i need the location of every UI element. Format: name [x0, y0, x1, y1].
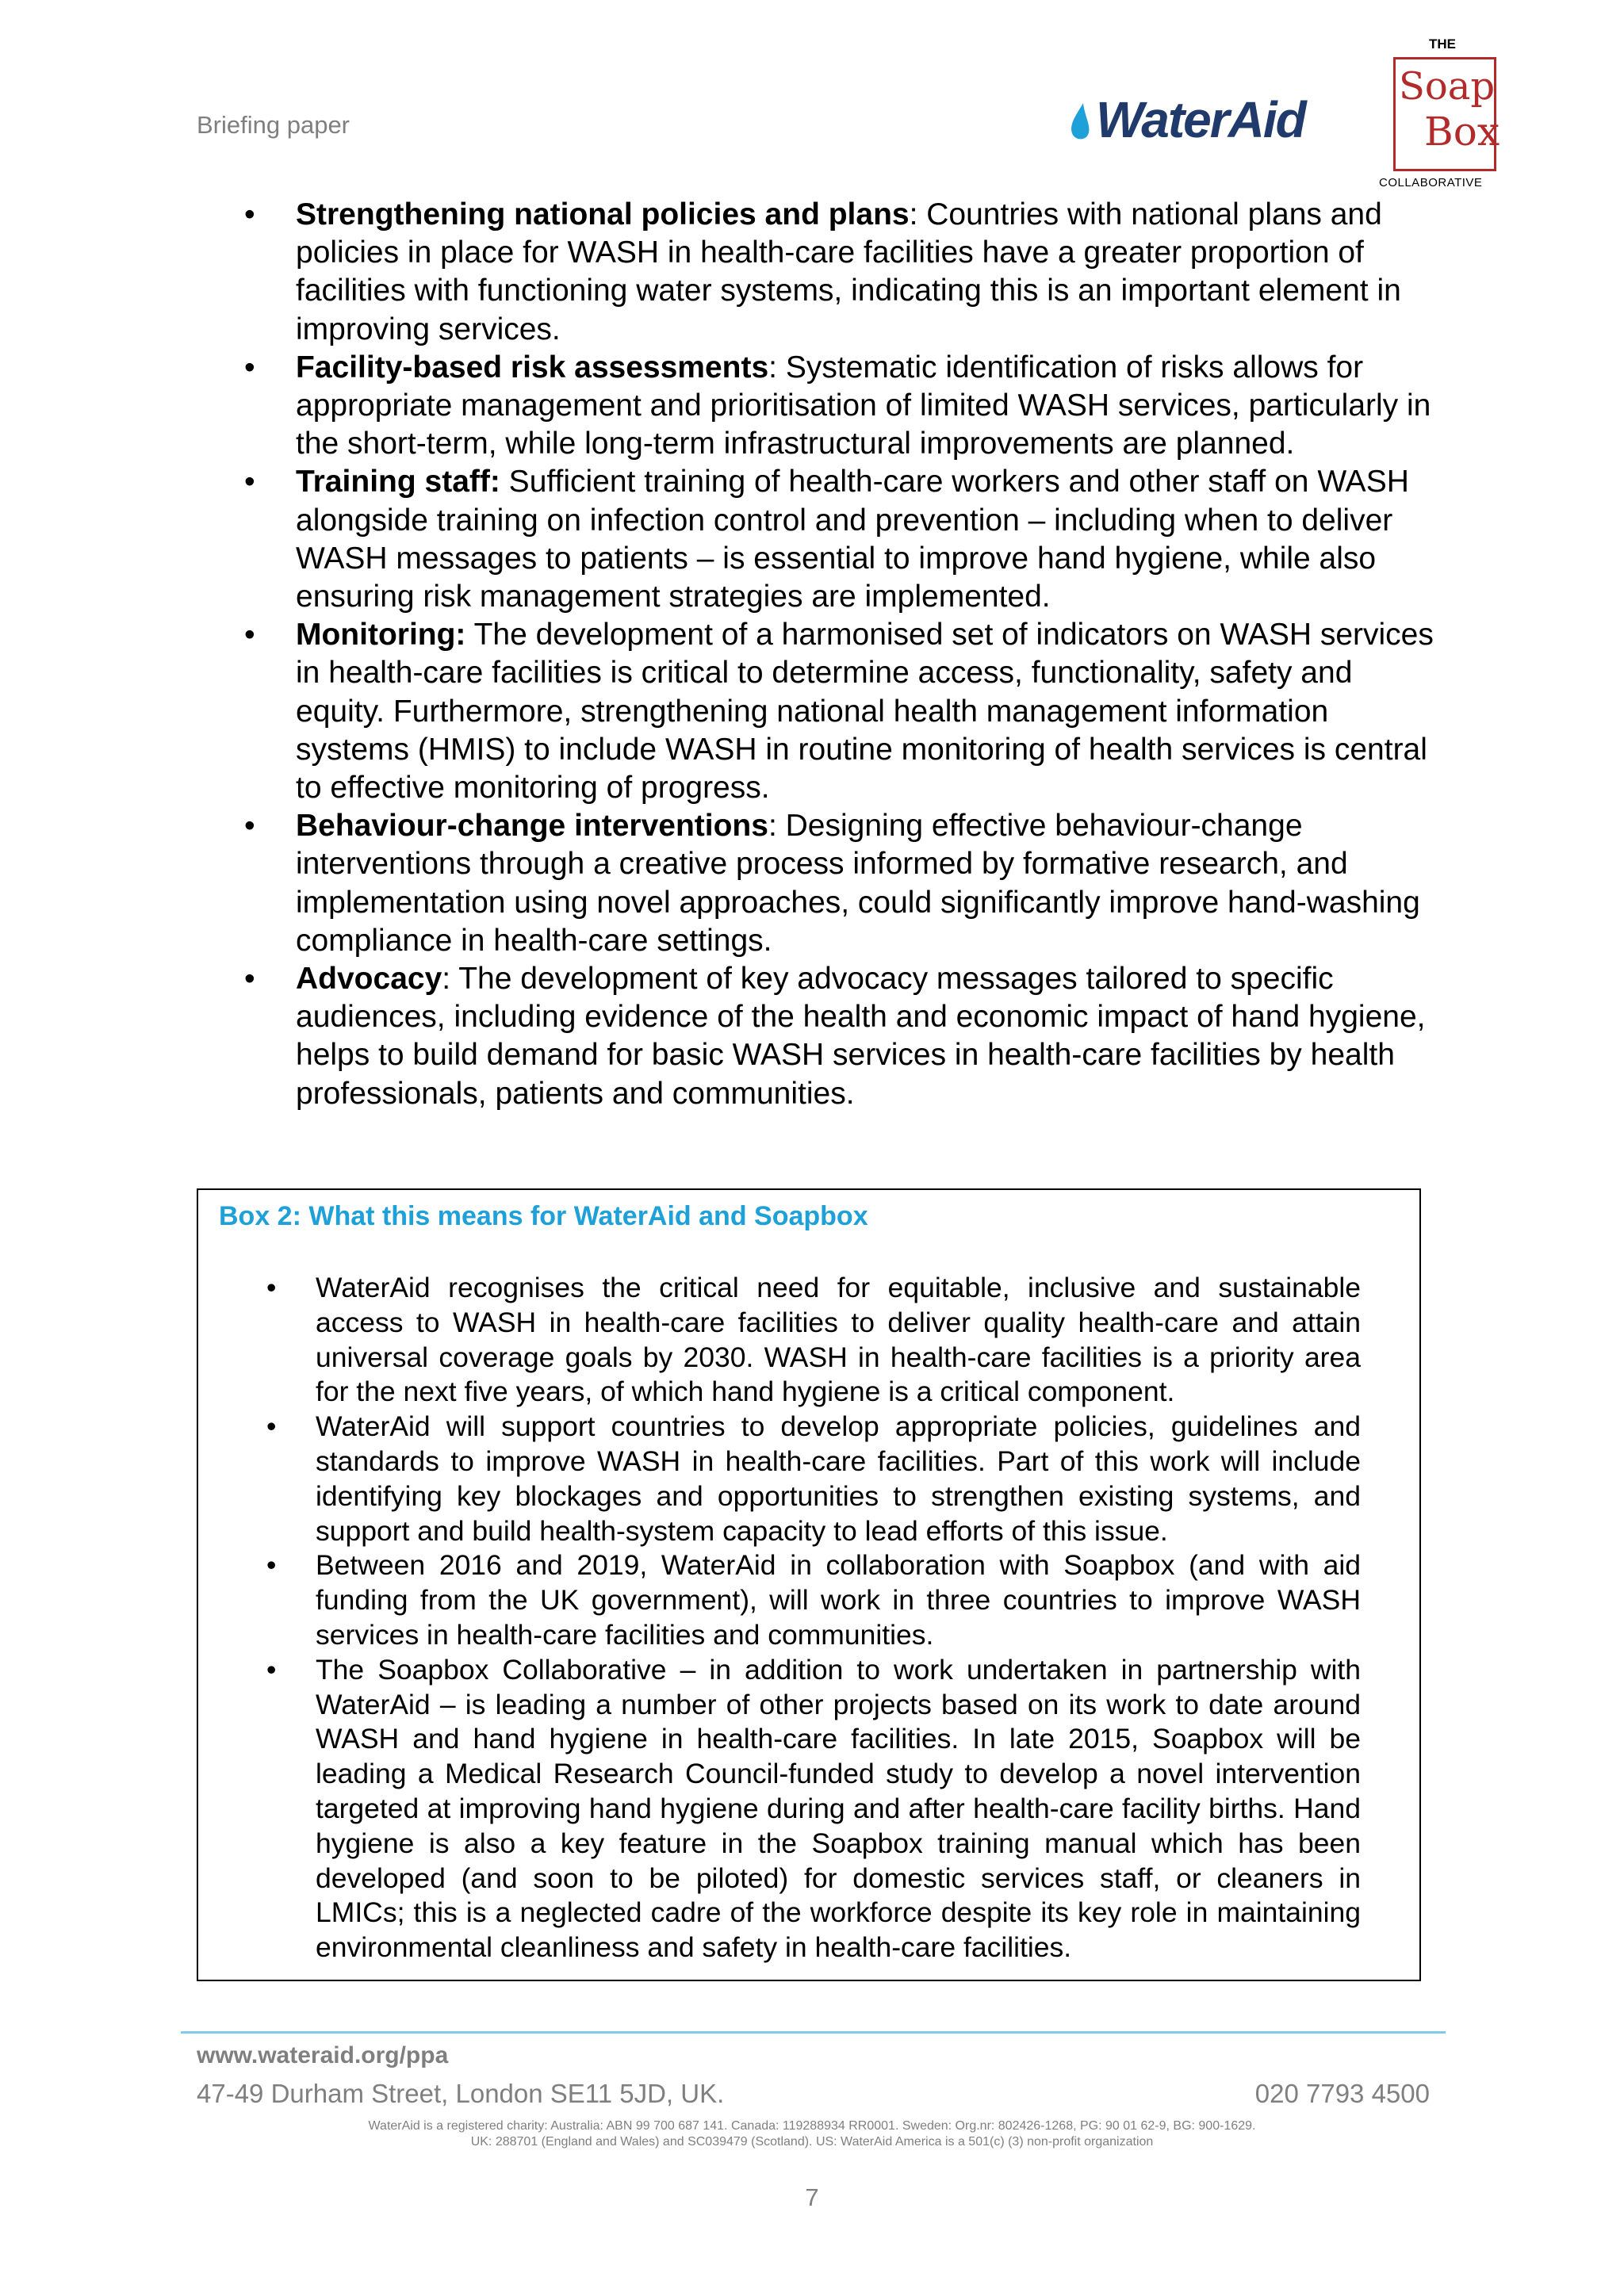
soapbox-logo-box: Box	[1424, 109, 1500, 155]
list-item	[244, 463, 1434, 616]
bullet-text: : The development of key advocacy messages tailored to specific audiences, including evidence of the health and economic impact of hand hygiene, helps to build demand for basic WASH services in health-care facilities by health professionals, patients and communities.	[296, 962, 1426, 1111]
bullet-term: Strengthening national policies and plans	[296, 197, 910, 232]
list-item	[244, 616, 1434, 807]
list-item: • The Soapbox Collaborative – in addition to work undertaken in partnership with WaterAid – is leading a number of other projects based on its work to date around WASH and hand hygiene in health-care facilities. In late 2015, Soapbox will be leading a Medical Research Council-funded study to develop a novel intervention targeted at improving hand hygiene during and after health-care facility births. Hand hygiene is also a key feature in the Soapbox training manual which has been developed (and soon to be piloted) for domestic services staff, or cleaners in LMICs; this is a neglected cadre of the workforce despite its key role in maintaining environmental cleanliness and safety in health-care facilities.	[266, 1653, 1361, 1965]
list-item: • Between 2016 and 2019, WaterAid in collaboration with Soapbox (and with aid funding from the UK government), will work in three countries to improve WASH services in health-care facilities and communities.	[266, 1548, 1361, 1652]
bullet-term: Advocacy	[296, 962, 442, 997]
footer-legal	[197, 2118, 1427, 2150]
bullet-text: Sufficient training of health-care workers and other staff on WASH alongside training on infection control and prevention – including when to deliver WASH messages to patients – is essential to improve hand hygiene, while also ensuring risk management strategies are implemented.	[296, 465, 1409, 614]
soapbox-logo-the: THE	[1429, 36, 1456, 52]
bullet-text: : Systematic identification of risks allows for appropriate management and prioritisation of limited WASH services, particularly in the short-term, while long-term infrastructural improvements are planned.	[296, 350, 1431, 461]
list-item: • WaterAid will support countries to develop appropriate policies, guidelines and standards to improve WASH in health-care facilities. Part of this work will include identifying key blockages and opportunities to strengthen existing systems, and support and build health-system capacity to lead efforts of this issue.	[266, 1410, 1361, 1548]
soapbox-logo-soap: Soap	[1399, 64, 1496, 109]
soapbox-logo	[1376, 36, 1519, 192]
footer-phone: 020 7793 4500	[1254, 2079, 1430, 2108]
bullet-term: Behaviour-change interventions	[296, 809, 768, 844]
box-2-panel	[197, 1188, 1421, 1981]
list-item	[244, 196, 1434, 349]
soapbox-logo-collaborative: COLLABORATIVE	[1379, 176, 1483, 189]
wateraid-logo	[1069, 89, 1339, 149]
box-2-list	[266, 1271, 1361, 1965]
footer-url-link[interactable]: www.wateraid.org/ppa	[197, 2042, 449, 2068]
wateraid-wordmark: WaterAid	[1096, 91, 1305, 148]
water-drop-icon	[1069, 103, 1093, 141]
recommendations-list	[244, 196, 1434, 1113]
footer-legal-line: WaterAid is a registered charity: Australia: ABN 99 700 687 141. Canada: 119288934 RR0001. Sweden: Org.nr: 802426-1268, PG: 90 01 62-9, BG: 900-1629.	[368, 2119, 1256, 2133]
bullet-term: Monitoring:	[296, 618, 466, 652]
footer-legal-line: UK: 288701 (England and Wales) and SC039479 (Scotland). US: WaterAid America is a 501(c) (3) non-profit organization	[470, 2135, 1154, 2149]
bullet-text: : Designing effective behaviour-change interventions through a creative process informed by formative research, and implementation using novel approaches, could significantly improve hand-washing compliance in health-care settings.	[296, 809, 1420, 958]
page-number: 7	[805, 2183, 819, 2211]
header-label: Briefing paper	[197, 111, 350, 139]
bullet-text: : Countries with national plans and policies in place for WASH in health-care facilities have a greater proportion of facilities with functioning water systems, indicating this is an important element in improving services.	[296, 197, 1401, 346]
soapbox-logo-frame	[1393, 57, 1500, 171]
list-item	[244, 960, 1434, 1113]
bullet-term: Facility-based risk assessments	[296, 350, 769, 385]
box-2-title: Box 2: What this means for WaterAid and Soapbox	[219, 1201, 868, 1231]
list-item	[244, 349, 1434, 464]
list-item: • WaterAid recognises the critical need for equitable, inclusive and sustainable access to WASH in health-care facilities to deliver quality health-care and attain universal coverage goals by 2030. WASH in health-care facilities is a priority area for the next five years, of which hand hygiene is a critical component.	[266, 1271, 1361, 1410]
list-item	[244, 807, 1434, 960]
bullet-text: The development of a harmonised set of indicators on WASH services in health-care facilities is critical to determine access, functionality, safety and equity. Furthermore, strengthening national health management information systems (HMIS) to include WASH in routine monitoring of health services is central to effective monitoring of progress.	[296, 618, 1434, 806]
footer-address: 47-49 Durham Street, London SE11 5JD, UK.	[197, 2079, 725, 2108]
bullet-term: Training staff:	[296, 465, 500, 499]
footer-divider	[181, 2031, 1446, 2034]
